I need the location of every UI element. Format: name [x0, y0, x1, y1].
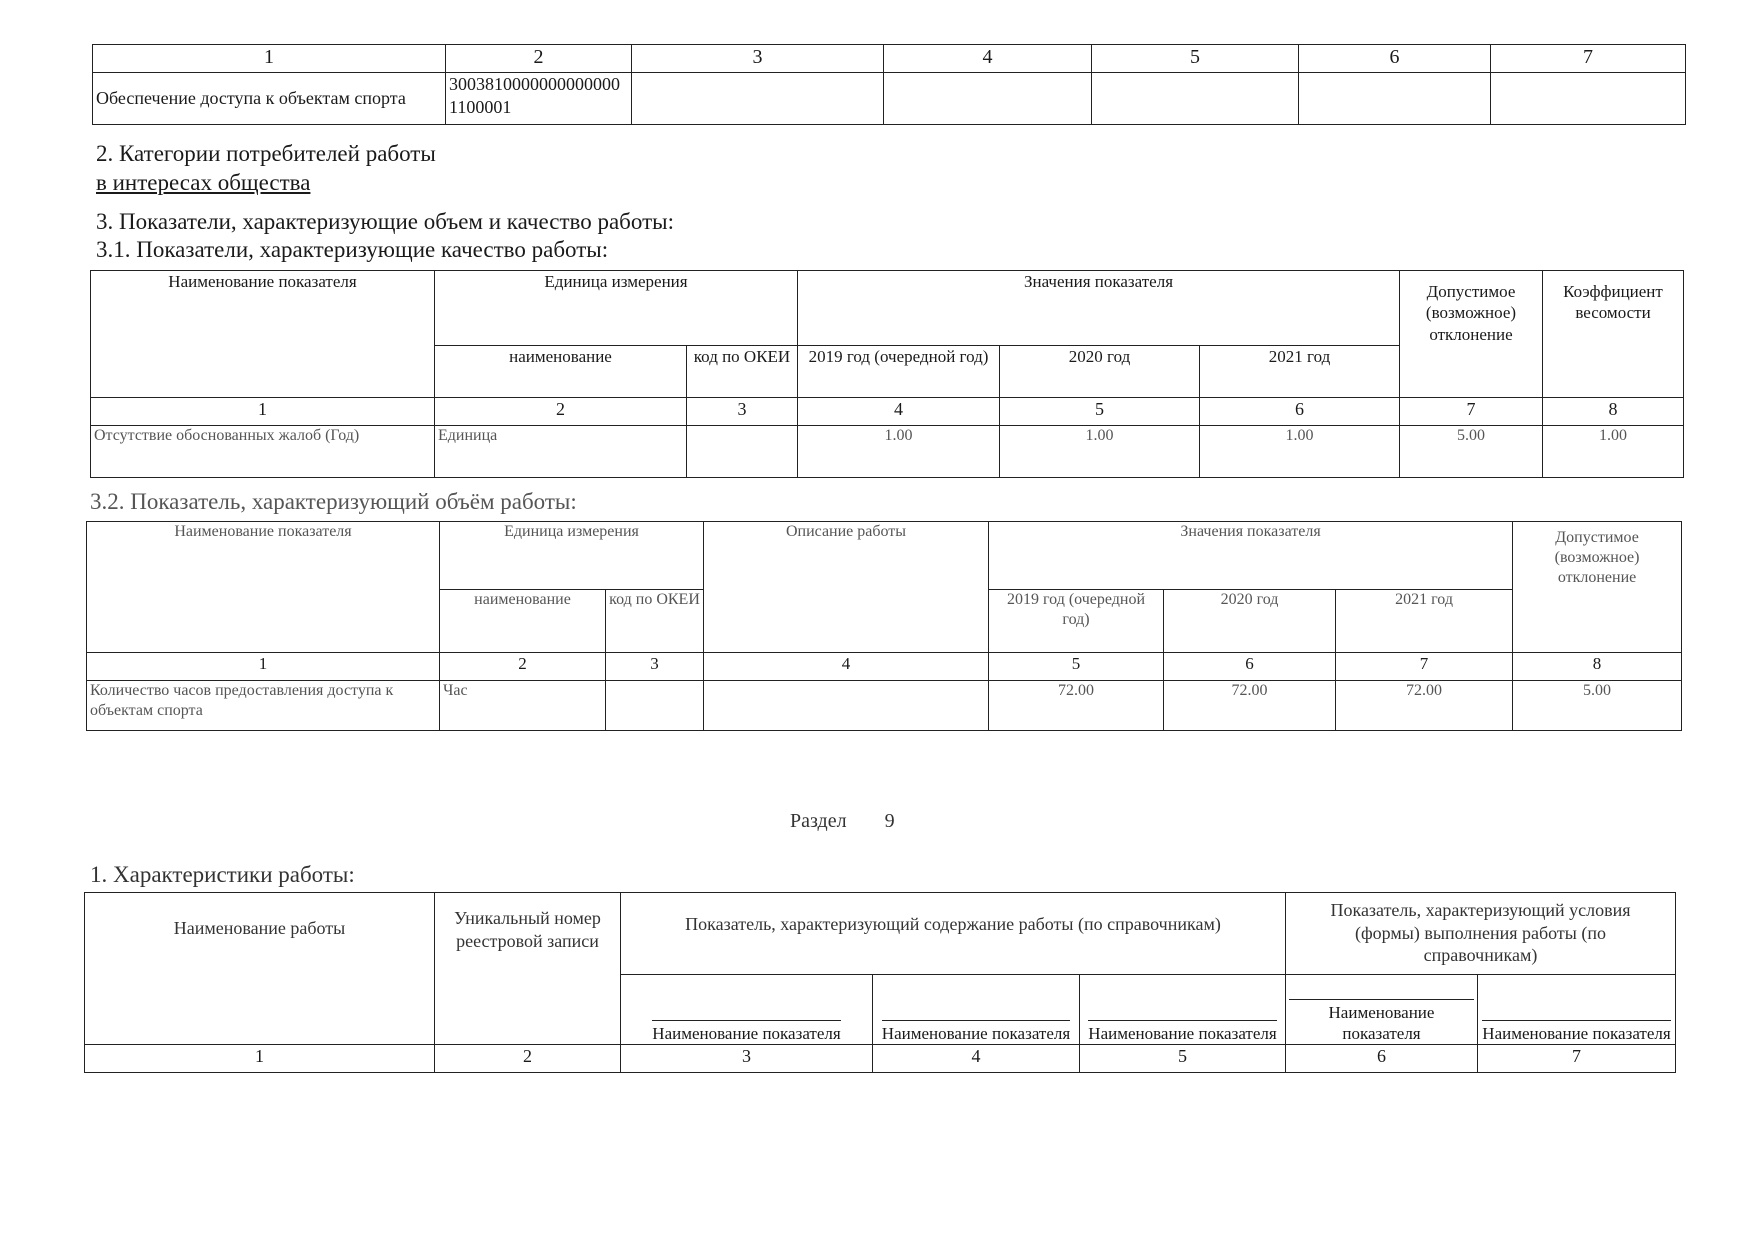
top-header-num: 7: [1491, 45, 1686, 73]
volume-row-2019: 72.00: [989, 681, 1164, 731]
volume-indicator-title: 3.2. Показатель, характеризующий объём работы:: [90, 489, 577, 514]
char-col-num: 3: [621, 1045, 873, 1073]
char-indicator-label: Наименование показателя: [1289, 999, 1474, 1045]
char-col-num: 5: [1080, 1045, 1286, 1073]
volume-col-num: 8: [1513, 653, 1682, 681]
characteristics-title: 1. Характеристики работы:: [90, 862, 355, 887]
quality-col-num: 3: [687, 398, 798, 426]
quality-row-weight: 1.00: [1543, 426, 1684, 478]
consumer-category-title: 2. Категории потребителей работы: [96, 141, 436, 166]
top-table: [92, 44, 1686, 125]
char-header-registry-number: Уникальный номер реестровой записи: [435, 893, 621, 1045]
volume-col-num: 1: [87, 653, 440, 681]
volume-header-2019: 2019 год (очередной год): [989, 590, 1164, 653]
quality-header-2020: 2020 год: [1000, 346, 1200, 398]
section-number: 9: [884, 810, 895, 832]
top-header-num: 3: [632, 45, 884, 73]
quality-header-unit-name: наименование: [435, 346, 687, 398]
indicators-title: 3. Показатели, характеризующие объем и качество работы:: [96, 209, 674, 234]
quality-row-2020: 1.00: [1000, 426, 1200, 478]
char-indicator-cell: [873, 975, 1080, 1045]
consumer-category-value: в интересах общества: [96, 170, 311, 195]
char-indicator-label: Наименование показателя: [882, 1020, 1070, 1044]
char-col-num: 2: [435, 1045, 621, 1073]
volume-col-num: 6: [1164, 653, 1336, 681]
empty-cell: [1299, 73, 1491, 125]
registry-code-cell: [446, 73, 632, 125]
char-col-num: 6: [1286, 1045, 1478, 1073]
quality-col-num: 1: [91, 398, 435, 426]
top-header-num: 1: [93, 45, 446, 73]
volume-header-unit: Единица измерения: [440, 522, 704, 590]
volume-row-2021: 72.00: [1336, 681, 1513, 731]
quality-row-okei: [687, 426, 798, 478]
volume-row-unit: Час: [440, 681, 606, 731]
volume-row-okei: [606, 681, 704, 731]
char-header-condition-indicator: Показатель, характеризующий условия (формы) выполнения работы (по справочникам): [1286, 893, 1676, 975]
volume-header-2020: 2020 год: [1164, 590, 1336, 653]
section-heading: [790, 810, 895, 833]
empty-cell: [884, 73, 1092, 125]
char-indicator-cell: [1478, 975, 1676, 1045]
volume-table: [86, 521, 1682, 731]
volume-col-num: 7: [1336, 653, 1513, 681]
char-header-work-name: Наименование работы: [85, 893, 435, 1045]
char-col-num: 4: [873, 1045, 1080, 1073]
char-indicator-label: Наименование показателя: [1482, 1020, 1670, 1044]
quality-header-unit: Единица измерения: [435, 271, 798, 346]
volume-header-description: Описание работы: [704, 522, 989, 653]
volume-header-okei: код по ОКЕИ: [606, 590, 704, 653]
quality-header-2021: 2021 год: [1200, 346, 1400, 398]
char-indicator-label: Наименование показателя: [652, 1020, 840, 1044]
quality-header-2019: 2019 год (очередной год): [798, 346, 1000, 398]
top-header-num: 2: [446, 45, 632, 73]
char-header-content-indicator: Показатель, характеризующий содержание работы (по справочникам): [621, 893, 1286, 975]
volume-row-name: Количество часов предоставления доступа к объектам спорта: [87, 681, 440, 731]
char-col-num: 1: [85, 1045, 435, 1073]
quality-header-okei: код по ОКЕИ: [687, 346, 798, 398]
quality-row-2021: 1.00: [1200, 426, 1400, 478]
quality-col-num: 4: [798, 398, 1000, 426]
volume-row-description: [704, 681, 989, 731]
top-header-num: 5: [1092, 45, 1299, 73]
empty-cell: [1491, 73, 1686, 125]
quality-header-weight: Коэффициент весомости: [1543, 271, 1684, 398]
quality-header-values: Значения показателя: [798, 271, 1400, 346]
volume-header-indicator-name: Наименование показателя: [87, 522, 440, 653]
quality-col-num: 6: [1200, 398, 1400, 426]
section-label: Раздел: [790, 810, 847, 832]
quality-row-deviation: 5.00: [1400, 426, 1543, 478]
empty-cell: [632, 73, 884, 125]
volume-row-deviation: 5.00: [1513, 681, 1682, 731]
characteristics-table: [84, 892, 1676, 1073]
top-header-num: 4: [884, 45, 1092, 73]
volume-header-2021: 2021 год: [1336, 590, 1513, 653]
quality-indicators-title: 3.1. Показатели, характеризующие качество работы:: [96, 237, 609, 262]
quality-row-name: Отсутствие обоснованных жалоб (Год): [91, 426, 435, 478]
quality-header-indicator-name: Наименование показателя: [91, 271, 435, 398]
char-col-num: 7: [1478, 1045, 1676, 1073]
volume-col-num: 3: [606, 653, 704, 681]
char-indicator-cell: [1286, 975, 1478, 1045]
char-indicator-label: Наименование показателя: [1088, 1020, 1276, 1044]
registry-code: 30038100000000000001100001: [449, 74, 620, 117]
char-indicator-cell: [1080, 975, 1286, 1045]
volume-header-values: Значения показателя: [989, 522, 1513, 590]
quality-col-num: 5: [1000, 398, 1200, 426]
top-header-num: 6: [1299, 45, 1491, 73]
volume-col-num: 4: [704, 653, 989, 681]
volume-header-deviation: Допустимое (возможное) отклонение: [1513, 522, 1682, 653]
quality-row-unit: Единица: [435, 426, 687, 478]
volume-col-num: 2: [440, 653, 606, 681]
quality-header-deviation: Допустимое (возможное) отклонение: [1400, 271, 1543, 398]
empty-cell: [1092, 73, 1299, 125]
quality-col-num: 7: [1400, 398, 1543, 426]
volume-row-2020: 72.00: [1164, 681, 1336, 731]
quality-table: [90, 270, 1684, 478]
volume-col-num: 5: [989, 653, 1164, 681]
quality-col-num: 2: [435, 398, 687, 426]
char-indicator-cell: [621, 975, 873, 1045]
volume-header-unit-name: наименование: [440, 590, 606, 653]
work-name-cell: Обеспечение доступа к объектам спорта: [93, 73, 446, 125]
quality-row-2019: 1.00: [798, 426, 1000, 478]
quality-col-num: 8: [1543, 398, 1684, 426]
